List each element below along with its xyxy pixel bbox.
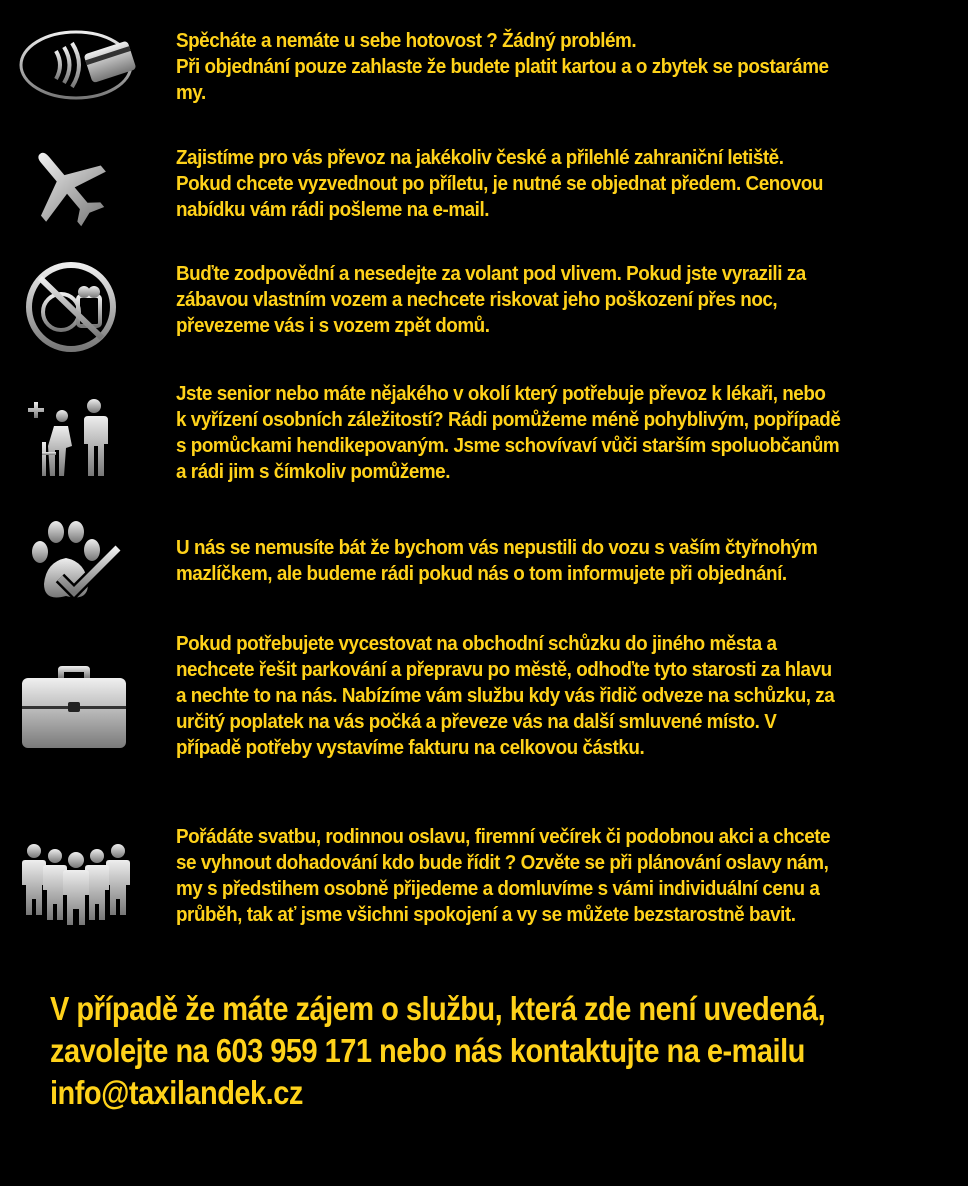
- service-text-events: Pořádáte svatbu, rodinnou oslavu, firemní večírek či podobnou akci a chcete se vyhnout dohadování kdo bude řídit ? Ozvěte se při plánování oslavy nám, my s předstihem osobně přijedeme a domluvíme s vámi individuální cenu a průběh, tak ať jsme všichni spokojení a vy se můžete bezstarostně bavit.: [176, 825, 831, 926]
- contact-footer: V případě že máte zájem o službu, která zde není uvedená, zavolejte na 603 959 171 nebo nás kontaktujte na e-mailu info@taxilandek.cz: [50, 988, 842, 1114]
- email-link[interactable]: info@taxilandek.cz: [50, 1074, 303, 1111]
- phone-line: zavolejte na 603 959 171 nebo nás kontaktujte na e-mailu: [50, 1032, 805, 1069]
- briefcase-icon: [22, 664, 126, 750]
- service-text-pets: U nás se nemusíte bát že bychom vás nepustili do vozu s vaším čtyřnohým mazlíčkem, ale budeme rádi pokud nás o tom informujete při objednání.: [176, 536, 818, 585]
- group-people-icon: [22, 842, 130, 926]
- service-text-airport: Zajistíme pro vás převoz na jakékoliv české a přilehlé zahraniční letiště. Pokud chcete vyzvednout po příletu, je nutné se objednat předem. Cenovou nabídku vám rádi pošleme na e-mail.: [176, 146, 824, 221]
- service-text-card: Spěcháte a nemáte u sebe hotovost ? Žádný problém. Při objednání pouze zahlaste že budete platit kartou a o zbytek se postaráme my.: [176, 29, 829, 104]
- airplane-icon: [22, 142, 112, 230]
- service-text-business: Pokud potřebujete vycestovat na obchodní schůzku do jiného města a nechcete řešit parkování a přepravu po městě, odhoďte tyto starosti za hlavu a nechte to na nás. Nabízíme vám službu kdy vás řidič odveze na schůzku, za určitý poplatek na vás počká a převeze vás na další smluvené místo. V případě potřeby vystavíme fakturu na celkovou částku.: [176, 632, 835, 759]
- contactless-card-icon: [18, 25, 138, 103]
- service-text-senior: Jste senior nebo máte nějakého v okolí který potřebuje převoz k lékaři, nebo k vyřízení osobních záležitostí? Rádi pomůžeme méně pohyblivým, popřípadě s pomůckami hendikepovaným. Jsme schovívaví vůči starším spoluobčanům a rádi jim s čímkoliv pomůžeme.: [176, 382, 841, 483]
- pet-paw-check-icon: [30, 518, 122, 606]
- service-text-drive-home: Buďte zodpovědní a nesedejte za volant pod vlivem. Pokud jste vyrazili za zábavou vlastním vozem a nechcete riskovat jeho poškození přes noc, převezeme vás i s vozem zpět domů.: [176, 262, 806, 337]
- no-drunk-driving-icon: [24, 260, 118, 354]
- senior-assistance-icon: [28, 396, 114, 482]
